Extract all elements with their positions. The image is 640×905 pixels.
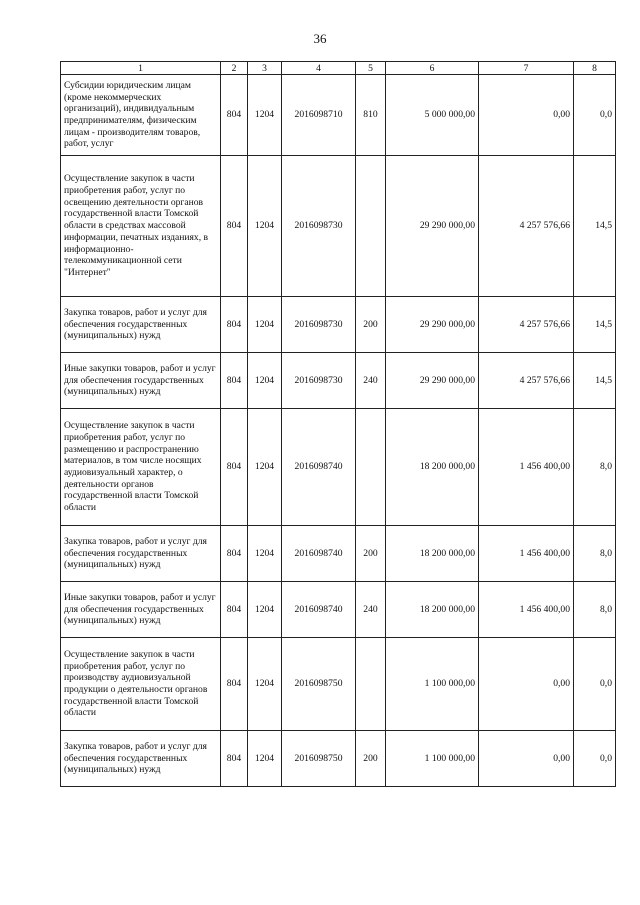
cell-actual-amount: 0,00 [479,731,574,787]
row-name: Закупка товаров, работ и услуг для обеспечения государственных (муниципальных) нужд [61,731,221,787]
cell-percent: 14,5 [574,156,616,297]
cell-actual-amount: 4 257 576,66 [479,297,574,353]
cell-expense-type: 240 [356,353,386,409]
cell-percent: 8,0 [574,582,616,638]
header-cell: 3 [248,62,282,75]
cell-ministry-code: 804 [221,526,248,582]
cell-section-code: 1204 [248,353,282,409]
cell-ministry-code: 804 [221,297,248,353]
cell-section-code: 1204 [248,526,282,582]
budget-table [60,61,616,787]
header-cell: 1 [61,62,221,75]
cell-section-code: 1204 [248,638,282,731]
row-name: Осуществление закупок в части приобретения работ, услуг по размещению и распространению материалов, в том числе носящих аудиовизуальный характер, о деятельности органов государственной власти Томской области [61,409,221,526]
cell-expense-type: 200 [356,297,386,353]
header-cell: 6 [386,62,479,75]
cell-actual-amount: 0,00 [479,75,574,156]
cell-planned-amount: 18 200 000,00 [386,582,479,638]
table-row [61,526,616,582]
cell-target-code: 2016098730 [282,353,356,409]
cell-planned-amount: 18 200 000,00 [386,409,479,526]
cell-expense-type: 240 [356,582,386,638]
cell-actual-amount: 4 257 576,66 [479,353,574,409]
table-row [61,353,616,409]
cell-actual-amount: 4 257 576,66 [479,156,574,297]
cell-expense-type: 200 [356,731,386,787]
cell-actual-amount: 0,00 [479,638,574,731]
row-name: Осуществление закупок в части приобретения работ, услуг по освещению деятельности органов государственной власти Томской области в средствах массовой информации, печатных изданиях, в информационно-телекоммуникационной сети "Интернет" [61,156,221,297]
row-name: Закупка товаров, работ и услуг для обеспечения государственных (муниципальных) нужд [61,297,221,353]
cell-target-code: 2016098730 [282,297,356,353]
cell-actual-amount: 1 456 400,00 [479,582,574,638]
cell-planned-amount: 29 290 000,00 [386,156,479,297]
cell-expense-type: 810 [356,75,386,156]
cell-section-code: 1204 [248,731,282,787]
table-row [61,638,616,731]
row-name: Субсидии юридическим лицам (кроме некоммерческих организаций), индивидуальным предпринимателям, физическим лицам - производителям товаров, работ, услуг [61,75,221,156]
cell-percent: 8,0 [574,526,616,582]
cell-actual-amount: 1 456 400,00 [479,409,574,526]
cell-section-code: 1204 [248,75,282,156]
page-number: 36 [313,31,327,46]
cell-expense-type: 200 [356,526,386,582]
table-row [61,75,616,156]
row-name: Иные закупки товаров, работ и услуг для обеспечения государственных (муниципальных) нужд [61,353,221,409]
row-name: Иные закупки товаров, работ и услуг для обеспечения государственных (муниципальных) нужд [61,582,221,638]
row-name: Закупка товаров, работ и услуг для обеспечения государственных (муниципальных) нужд [61,526,221,582]
cell-target-code: 2016098750 [282,731,356,787]
cell-actual-amount: 1 456 400,00 [479,526,574,582]
cell-percent: 0,0 [574,638,616,731]
cell-ministry-code: 804 [221,582,248,638]
cell-ministry-code: 804 [221,353,248,409]
cell-planned-amount: 29 290 000,00 [386,297,479,353]
cell-planned-amount: 1 100 000,00 [386,638,479,731]
table-row [61,297,616,353]
cell-target-code: 2016098740 [282,409,356,526]
cell-target-code: 2016098740 [282,526,356,582]
cell-target-code: 2016098710 [282,75,356,156]
cell-target-code: 2016098730 [282,156,356,297]
row-name: Осуществление закупок в части приобретения работ, услуг по производству аудиовизуальной продукции о деятельности органов государственной власти Томской области [61,638,221,731]
cell-section-code: 1204 [248,156,282,297]
cell-section-code: 1204 [248,297,282,353]
cell-section-code: 1204 [248,582,282,638]
cell-ministry-code: 804 [221,156,248,297]
cell-ministry-code: 804 [221,638,248,731]
cell-ministry-code: 804 [221,731,248,787]
cell-ministry-code: 804 [221,409,248,526]
header-cell: 5 [356,62,386,75]
header-cell: 4 [282,62,356,75]
table-row [61,409,616,526]
cell-ministry-code: 804 [221,75,248,156]
cell-section-code: 1204 [248,409,282,526]
table-row [61,582,616,638]
cell-planned-amount: 29 290 000,00 [386,353,479,409]
cell-planned-amount: 1 100 000,00 [386,731,479,787]
cell-percent: 14,5 [574,353,616,409]
cell-percent: 14,5 [574,297,616,353]
header-cell: 8 [574,62,616,75]
cell-expense-type [356,156,386,297]
table-row [61,731,616,787]
cell-percent: 0,0 [574,731,616,787]
cell-target-code: 2016098750 [282,638,356,731]
cell-percent: 8,0 [574,409,616,526]
cell-planned-amount: 5 000 000,00 [386,75,479,156]
header-cell: 7 [479,62,574,75]
cell-planned-amount: 18 200 000,00 [386,526,479,582]
table-row [61,156,616,297]
cell-expense-type [356,409,386,526]
header-cell: 2 [221,62,248,75]
cell-expense-type [356,638,386,731]
header-row [61,62,616,75]
cell-percent: 0,0 [574,75,616,156]
cell-target-code: 2016098740 [282,582,356,638]
